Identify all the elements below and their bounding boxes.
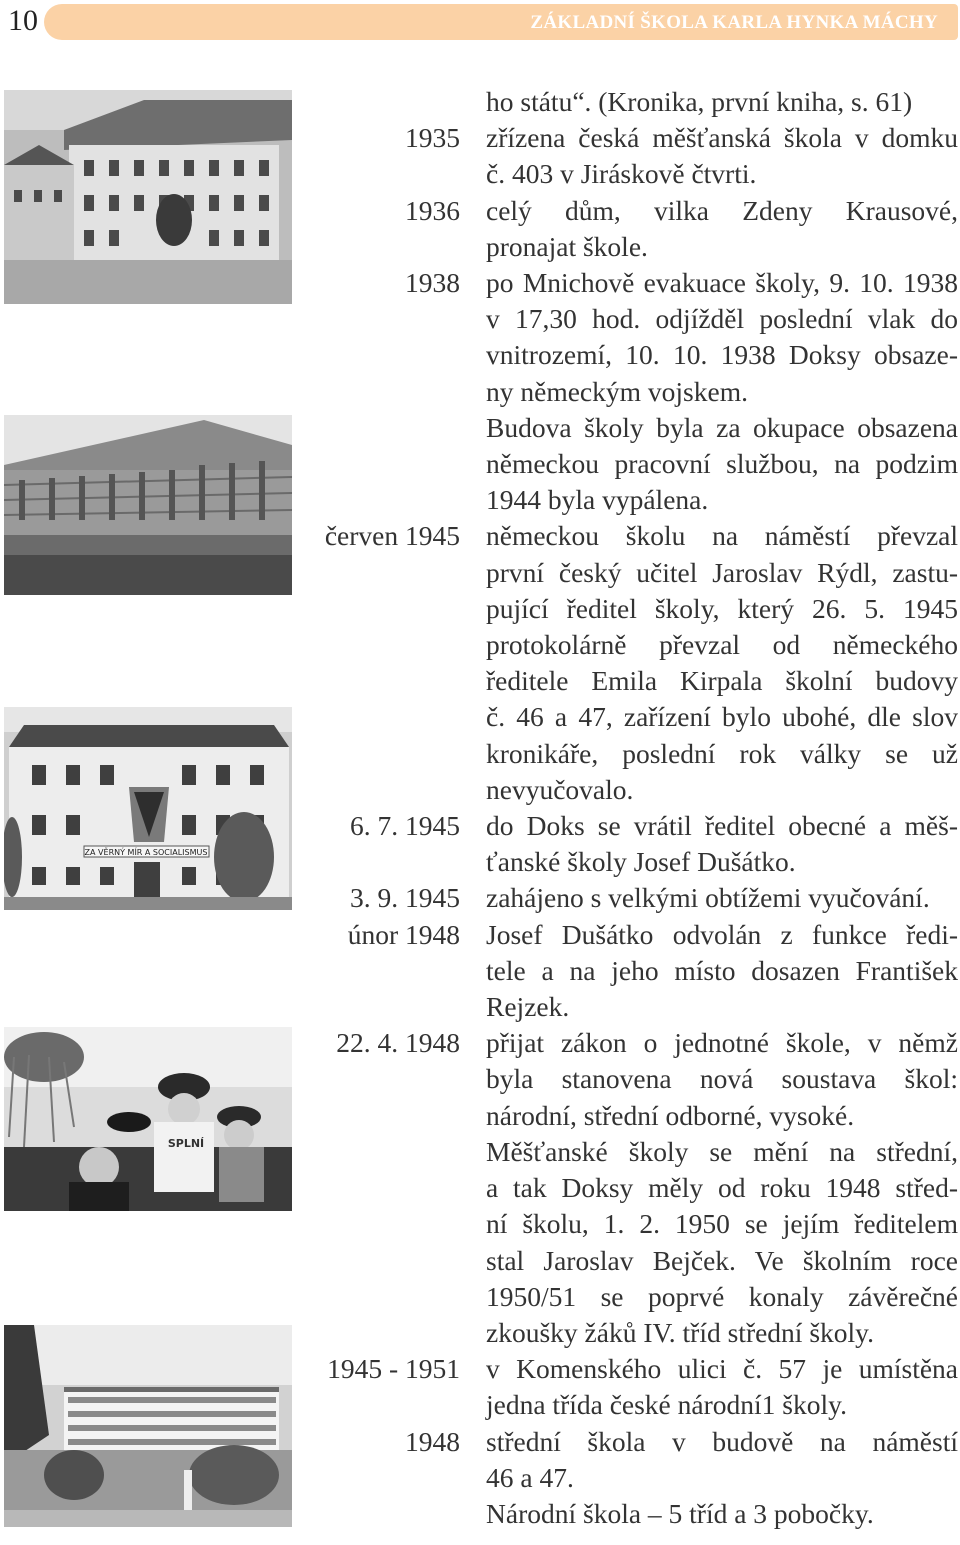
chronicle-entry bbox=[300, 1424, 960, 1496]
chronicle-entry bbox=[300, 880, 960, 916]
entry-text bbox=[486, 1496, 958, 1532]
chronicle-entry bbox=[300, 808, 960, 880]
chronicle-entry bbox=[300, 917, 960, 1026]
entry-line: německou pracovní službou, na podzim bbox=[486, 448, 958, 480]
entry-line: pronajat škole. bbox=[486, 230, 648, 262]
entry-line: stal Jaroslav Bejček. Ve školním roce bbox=[486, 1244, 958, 1276]
decorated-school-photo bbox=[4, 707, 292, 910]
entry-text bbox=[486, 1351, 958, 1423]
entry-text bbox=[486, 265, 958, 410]
entry-text bbox=[486, 518, 958, 808]
entry-line: tele a na jeho místo dosazen František bbox=[486, 954, 958, 986]
entry-date: 3. 9. 1945 bbox=[350, 882, 460, 914]
entry-line: v Komenského ulici č. 57 je umístěna bbox=[486, 1353, 958, 1385]
entry-line: střední škola v budově na náměstí bbox=[486, 1425, 958, 1457]
entry-line: ho státu“. (Kronika, první kniha, s. 61) bbox=[486, 86, 913, 117]
entry-line: ní školu, 1. 2. 1950 se jejím ředitelem bbox=[486, 1208, 958, 1240]
celebration-photo bbox=[4, 1027, 292, 1211]
entry-line: Josef Dušátko odvolán z funkce ředi- bbox=[486, 918, 958, 950]
sign-text: SPLNÍ bbox=[167, 1137, 205, 1150]
entry-line: Národní škola – 5 tříd a 3 pobočky. bbox=[486, 1497, 874, 1529]
entry-text bbox=[486, 880, 958, 916]
page-number: 10 bbox=[8, 4, 38, 37]
entry-line: protokolárně převzal od německého bbox=[486, 629, 958, 661]
chronicle-entry bbox=[300, 1351, 960, 1423]
entry-date: červen 1945 bbox=[324, 520, 460, 552]
entry-line: 1950/51 se poprvé konaly závěrečné bbox=[486, 1280, 958, 1312]
entry-line: pující ředitel školy, který 26. 5. 1945 bbox=[486, 592, 958, 624]
entry-text bbox=[486, 1424, 958, 1496]
entry-date: 22. 4. 1948 bbox=[336, 1027, 460, 1059]
chronicle-entry bbox=[300, 193, 960, 265]
entry-line: nevyučovalo. bbox=[486, 773, 634, 805]
entry-line: ředitele Emila Kirpala školní budovy bbox=[486, 665, 958, 697]
entry-text bbox=[486, 1134, 958, 1351]
entry-line: zahájeno s velkými obtížemi vyučování. bbox=[486, 882, 930, 914]
entry-line: Budova školy byla za okupace obsazena bbox=[486, 411, 958, 443]
chronicle-entry bbox=[300, 1496, 960, 1532]
entry-line: do Doks se vrátil ředitel obecné a měš- bbox=[486, 810, 958, 842]
entry-text bbox=[486, 193, 958, 265]
banner-text: ZA VĚRNÝ MÍR A SOCIALISMUS bbox=[84, 848, 208, 857]
entry-line: ťanské školy Josef Dušátko. bbox=[486, 846, 796, 878]
entry-line: kronikáře, poslední rok války se už bbox=[486, 737, 958, 769]
entry-line: byla stanovena nová soustava škol: bbox=[486, 1063, 958, 1095]
modern-school-photo bbox=[4, 1325, 292, 1527]
entry-line: Rejzek. bbox=[486, 991, 570, 1023]
entry-date: 1938 bbox=[405, 267, 460, 299]
entry-line: č. 403 v Jiráskově čtvrti. bbox=[486, 158, 757, 190]
old-town-school-photo bbox=[4, 90, 292, 304]
entry-date: 1948 bbox=[405, 1425, 460, 1457]
entry-line: v 17,30 hod. odjížděl poslední vlak do bbox=[486, 303, 958, 335]
entry-line: celý dům, vilka Zdeny Krausové, bbox=[486, 194, 958, 226]
header-bar bbox=[44, 4, 958, 40]
chronicle-entry bbox=[300, 1134, 960, 1351]
chronicle-entry bbox=[300, 410, 960, 519]
entry-date bbox=[300, 410, 460, 519]
entry-text bbox=[486, 917, 958, 1026]
entry-date: 1935 bbox=[405, 122, 460, 154]
entry-date bbox=[300, 84, 460, 120]
entry-date: 1936 bbox=[405, 194, 460, 226]
entry-text bbox=[486, 120, 958, 192]
chronicle-entry bbox=[300, 265, 960, 410]
entry-date bbox=[300, 1134, 460, 1351]
entry-line: po Mnichově evakuace školy, 9. 10. 1938 bbox=[486, 267, 958, 299]
entry-line: německou školu na náměstí převzal bbox=[486, 520, 958, 552]
entry-line: ny německým vojskem. bbox=[486, 375, 748, 407]
entry-date: 1945 - 1951 bbox=[327, 1353, 460, 1385]
chronicle-entry bbox=[300, 120, 960, 192]
entry-line: 46 a 47. bbox=[486, 1461, 574, 1493]
entry-text bbox=[486, 84, 958, 120]
entry-line: Měšťanské školy se mění na střední, bbox=[486, 1135, 958, 1167]
entry-line: 1944 byla vypálena. bbox=[486, 484, 709, 516]
chronicle-entry bbox=[300, 84, 960, 120]
entry-line: vnitrozemí, 10. 10. 1938 Doksy obsaze- bbox=[486, 339, 958, 371]
chronicle-entries bbox=[300, 84, 960, 1532]
entry-line: první český učitel Jaroslav Rýdl, zastu- bbox=[486, 556, 958, 588]
entry-line: a tak Doksy měly od roku 1948 střed- bbox=[486, 1172, 958, 1204]
entry-text bbox=[486, 808, 958, 880]
chronicle-entry bbox=[300, 1025, 960, 1134]
chronicle-entry bbox=[300, 518, 960, 808]
header-title: ZÁKLADNÍ ŠKOLA KARLA HYNKA MÁCHY bbox=[530, 12, 938, 33]
entry-date: únor 1948 bbox=[347, 918, 460, 950]
entry-date bbox=[300, 1496, 460, 1532]
entry-line: zřízena česká měšťanská škola v domku bbox=[486, 122, 958, 154]
entry-line: č. 46 a 47, zařízení bylo ubohé, dle slov bbox=[486, 701, 958, 733]
entry-line: národní, střední odborné, vysoké. bbox=[486, 1099, 855, 1131]
entry-date: 6. 7. 1945 bbox=[350, 810, 460, 842]
entry-line: přijat zákon o jednotné škole, v němž bbox=[486, 1027, 958, 1059]
entry-line: zkoušky žáků IV. tříd střední školy. bbox=[486, 1316, 875, 1348]
burned-school-photo bbox=[4, 415, 292, 595]
entry-line: jedna třída české národní1 školy. bbox=[486, 1389, 847, 1421]
entry-text bbox=[486, 410, 958, 519]
entry-text bbox=[486, 1025, 958, 1134]
